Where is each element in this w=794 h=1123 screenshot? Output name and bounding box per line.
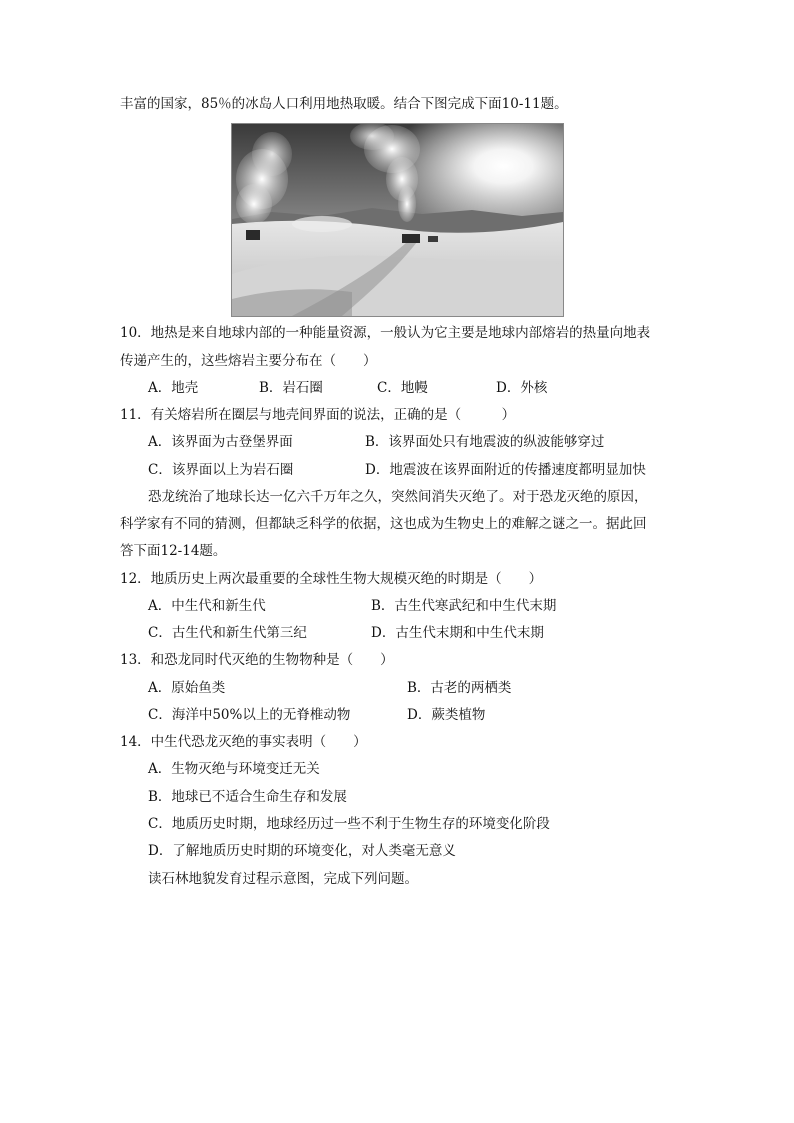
passage2-line3: 答下面12-14题。 <box>120 543 227 559</box>
q14-option-a: A．生物灭绝与环境变迁无关 <box>148 761 320 777</box>
q10-stem-line1: 10．地热是来自地球内部的一种能量资源，一般认为它主要是地球内部熔岩的热量向地表 <box>120 325 651 341</box>
q13-option-a: A．原始鱼类 <box>148 680 226 696</box>
q12-option-c: C．古生代和新生代第三纪 <box>148 625 307 641</box>
q13-stem: 13．和恐龙同时代灭绝的生物物种是（ ） <box>120 652 394 668</box>
q11-option-d: D．地震波在该界面附近的传播速度都明显加快 <box>365 462 646 478</box>
closing-line: 读石林地貌发育过程示意图，完成下列问题。 <box>148 871 418 887</box>
q14-stem: 14．中生代恐龙灭绝的事实表明（ ） <box>120 734 367 750</box>
q14-option-c: C．地质历史时期，地球经历过一些不利于生物生存的环境变化阶段 <box>148 816 550 832</box>
q12-option-d: D．古生代末期和中生代末期 <box>371 625 544 641</box>
q12-stem: 12．地质历史上两次最重要的全球性生物大规模灭绝的时期是（ ） <box>120 571 543 587</box>
q13-option-b: B．古老的两栖类 <box>407 680 512 696</box>
passage2-line1: 恐龙统治了地球长达一亿六千万年之久，突然间消失灭绝了。对于恐龙灭绝的原因， <box>148 489 648 505</box>
q11-option-a: A．该界面为古登堡界面 <box>148 434 293 450</box>
q13-option-c: C．海洋中50%以上的无脊椎动物 <box>148 707 351 723</box>
q14-option-b: B．地球已不适合生命生存和发展 <box>148 789 347 805</box>
q12-option-b: B．古生代寒武纪和中生代末期 <box>371 598 557 614</box>
q11-option-c: C．该界面以上为岩石圈 <box>148 462 294 478</box>
geothermal-steam-snow-photo <box>231 123 564 317</box>
q13-option-d: D．蕨类植物 <box>407 707 486 723</box>
q10-option-d: D．外核 <box>496 380 548 396</box>
q11-stem: 11．有关熔岩所在圈层与地壳间界面的说法，正确的是（ ） <box>120 407 516 423</box>
q11-option-b: B．该界面处只有地震波的纵波能够穿过 <box>365 434 605 450</box>
passage2-line2: 科学家有不同的猜测，但都缺乏科学的依据，这也成为生物史上的难解之谜之一。据此回 <box>120 516 647 532</box>
q12-option-a: A．中生代和新生代 <box>148 598 266 614</box>
q10-option-c: C．地幔 <box>377 380 428 396</box>
q10-option-a: A．地壳 <box>148 380 199 396</box>
q10-option-b: B．岩石圈 <box>259 380 323 396</box>
intro-line: 丰富的国家，85％的冰岛人口利用地热取暖。结合下图完成下面10-11题。 <box>120 96 568 112</box>
q10-stem-line2: 传递产生的，这些熔岩主要分布在（ ） <box>120 353 377 369</box>
q14-option-d: D．了解地质历史时期的环境变化，对人类毫无意义 <box>148 843 456 859</box>
